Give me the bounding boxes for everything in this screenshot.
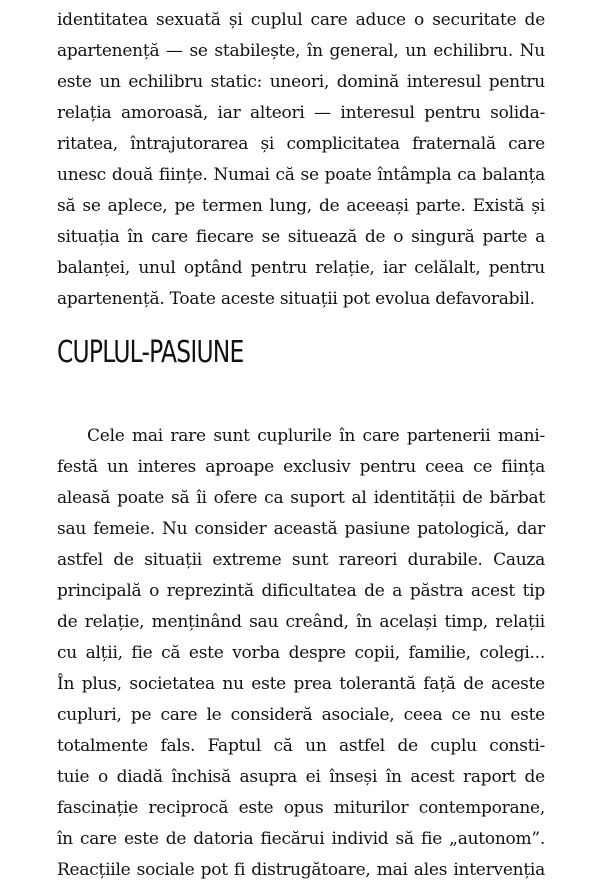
text-line: principală o reprezintă dificultatea de a păstra acest tip [57, 581, 545, 601]
text-line: Cele mai rare sunt cuplurile în care partenerii mani- [87, 426, 545, 446]
text-line: totalmente fals. Faptul că un astfel de cuplu consti- [57, 736, 545, 756]
text-line: cupluri, pe care le consideră asociale, ceea ce nu este [57, 705, 545, 725]
paragraph-section [57, 421, 545, 886]
text-line: în care este de datoria fiecărui individ să fie „autonom”. [57, 829, 545, 849]
text-line: În plus, societatea nu este prea tolerantă față de aceste [57, 674, 545, 694]
text-line: identitatea sexuată și cuplul care aduce o securitate de [57, 10, 545, 30]
text-line: este un echilibru static: uneori, domină interesul pentru [57, 72, 545, 92]
text-line: situația în care fiecare se situează de o singură parte a [57, 227, 545, 247]
text-line: Reacțiile sociale pot fi distrugătoare, mai ales intervenția [57, 860, 545, 880]
text-line: ritatea, întrajutorarea și complicitatea fraternală care [57, 134, 545, 154]
text-line: tuie o diadă închisă asupra ei înseși în acest raport de [57, 767, 545, 787]
text-line: apartenență. Toate aceste situații pot evolua defavorabil. [57, 289, 535, 309]
paragraph-continued [57, 5, 545, 315]
text-line: să se aplece, pe termen lung, de aceeași parte. Există și [57, 196, 545, 216]
text-line: balanței, unul optând pentru relație, iar celălalt, pentru [57, 258, 545, 278]
section-heading: CUPLUL-PASIUNE [57, 335, 244, 370]
text-line: festă un interes aproape exclusiv pentru ceea ce ființa [57, 457, 545, 477]
text-line: cu alții, fie că este vorba despre copii, familie, colegi... [57, 643, 545, 663]
text-line: sau femeie. Nu consider această pasiune patologică, dar [57, 519, 545, 539]
text-line: apartenență — se stabilește, în general, un echilibru. Nu [57, 41, 545, 61]
text-line: unesc două ființe. Numai că se poate întâmpla ca balanța [57, 165, 545, 185]
text-line: de relație, menținând sau creând, în același timp, relații [57, 612, 545, 632]
text-line: aleasă poate să îi ofere ca suport al identității de bărbat [57, 488, 545, 508]
text-line: astfel de situații extreme sunt rareori durabile. Cauza [57, 550, 545, 570]
text-line: fascinație reciprocă este opus miturilor contemporane, [57, 798, 545, 818]
text-line: relația amoroasă, iar alteori — interesul pentru solida- [57, 103, 545, 123]
